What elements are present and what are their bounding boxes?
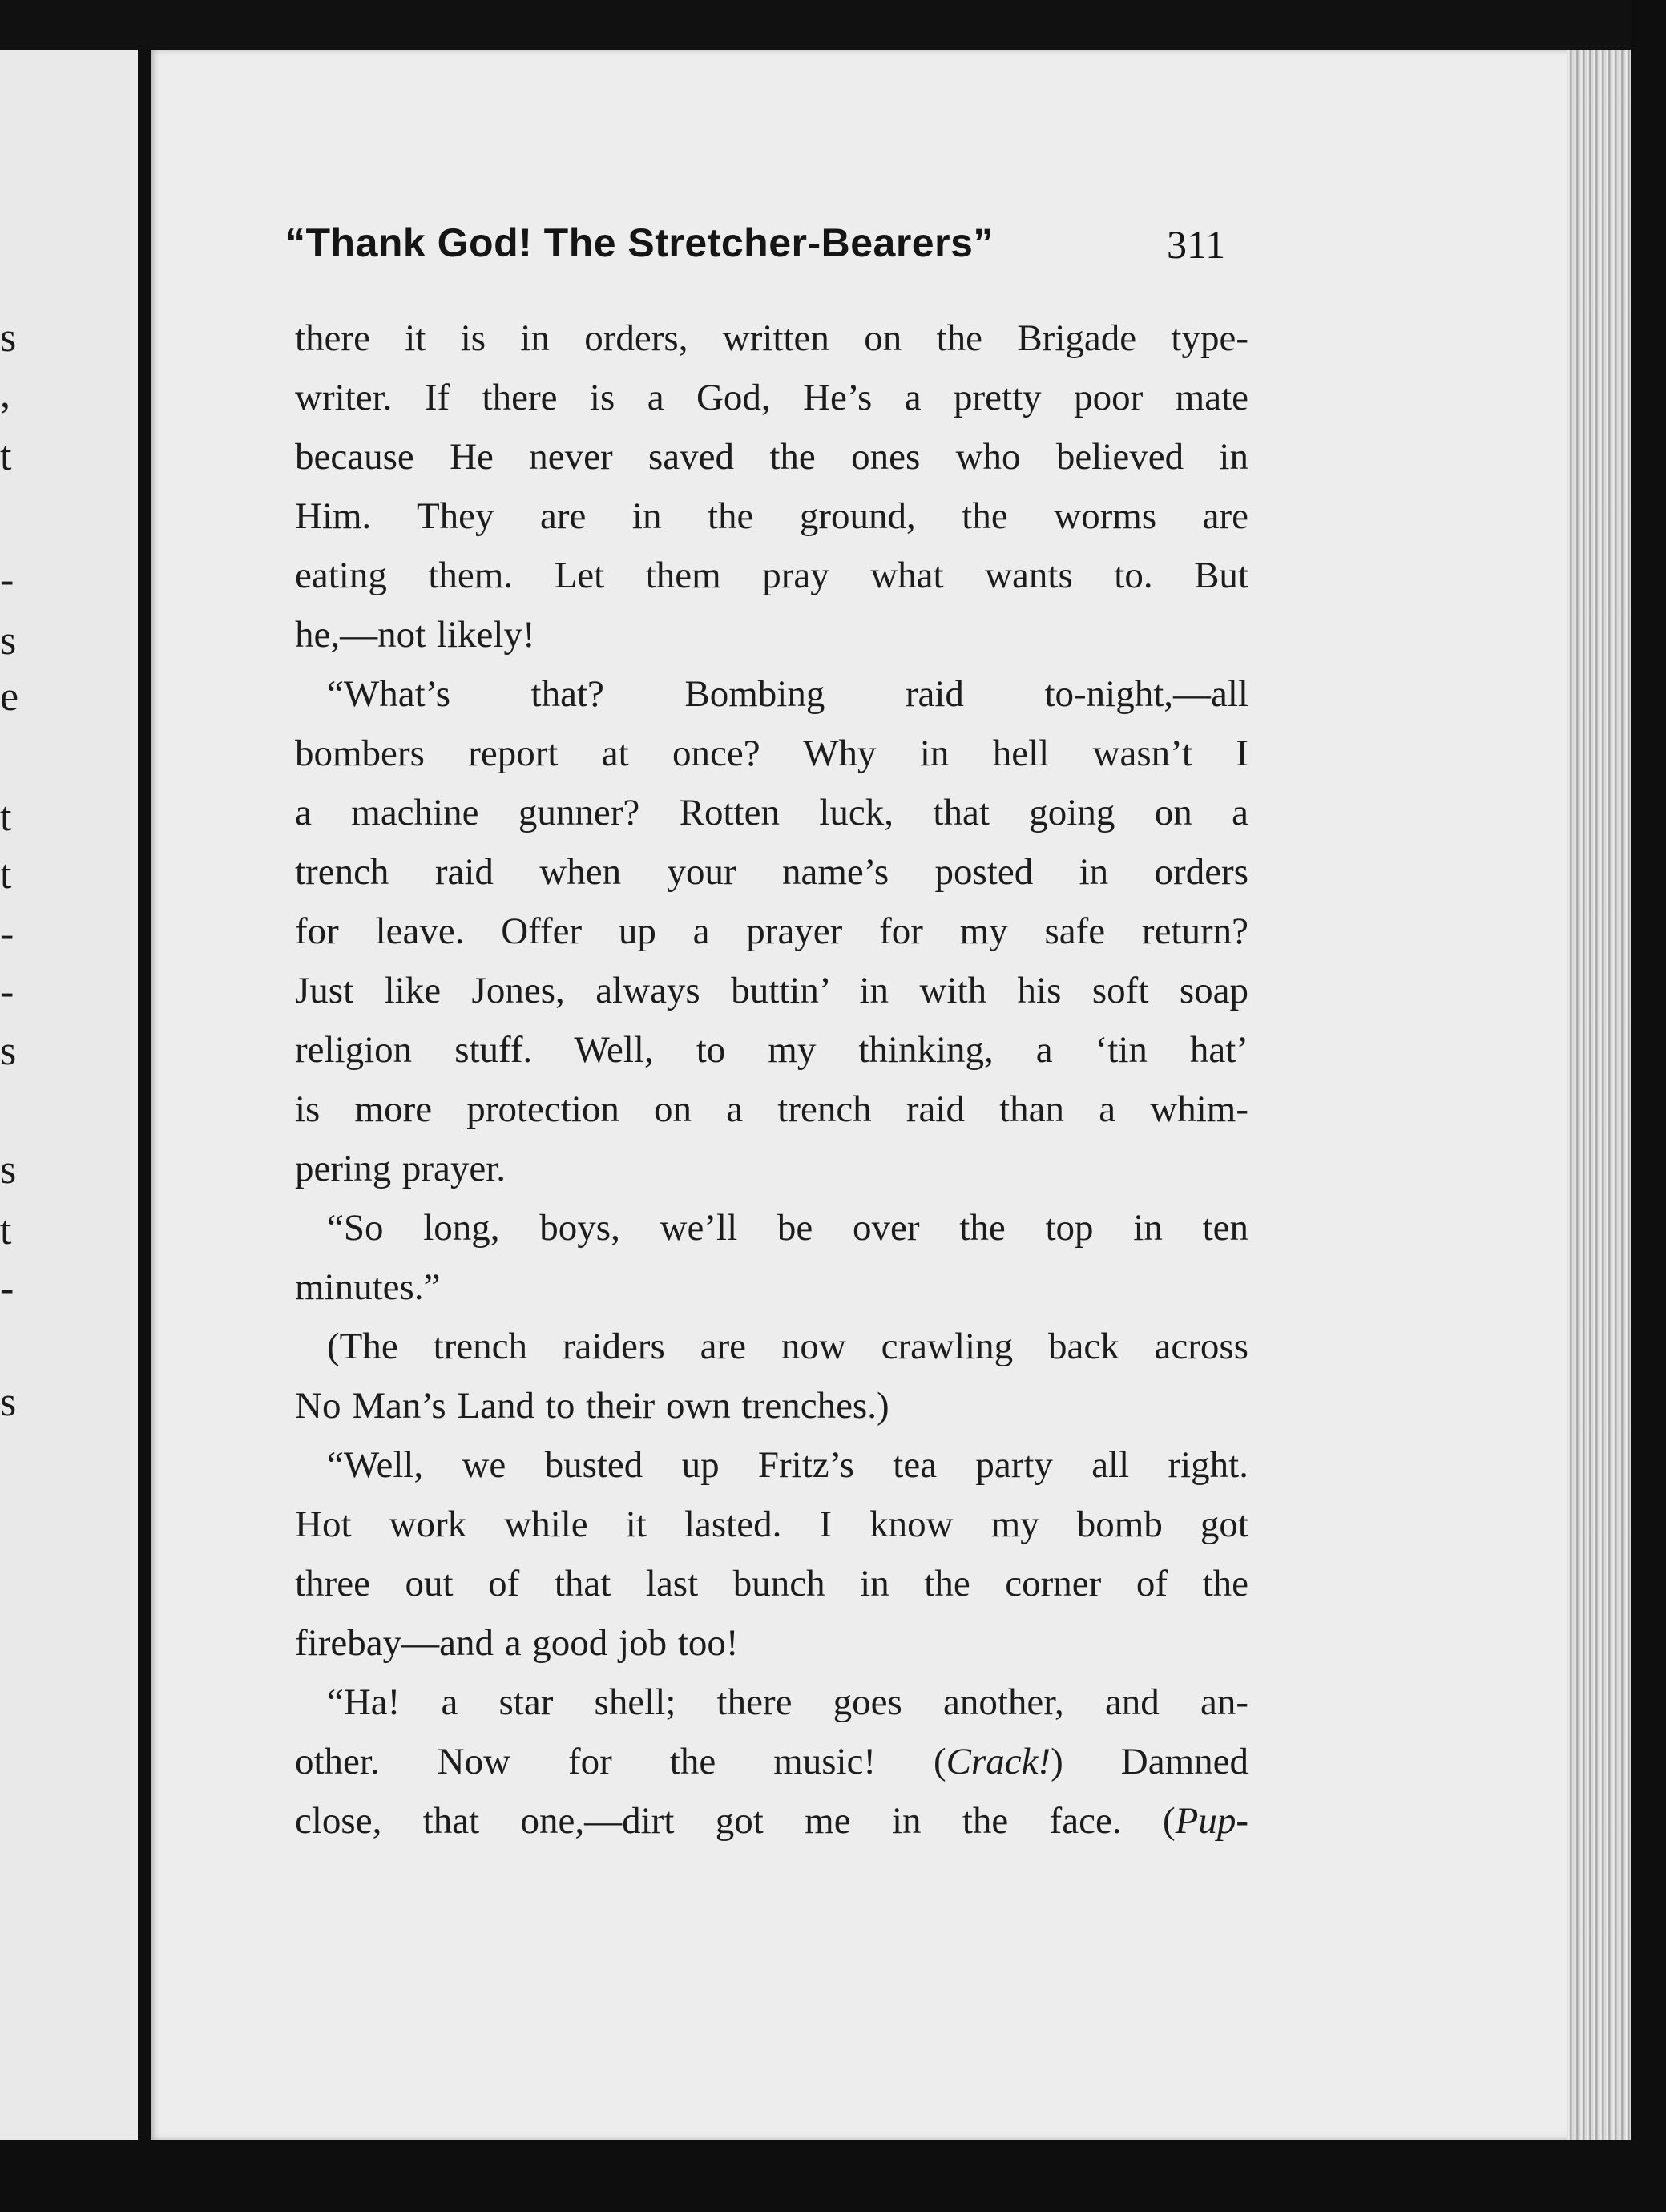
text-line: eating them. Let them pray what wants to. But [295, 555, 1248, 596]
page-edges [1567, 50, 1631, 2140]
text-line: minutes.” [295, 1266, 441, 1308]
text-line: Hot work while it lasted. I know my bomb got [295, 1504, 1248, 1545]
text-line: bombers report at once? Why in hell wasn’t I [295, 733, 1248, 774]
text-line: “So long, boys, we’ll be over the top in ten [327, 1207, 1248, 1249]
text-line: writer. If there is a God, He’s a pretty poor mate [295, 377, 1248, 418]
text-line: “What’s that? Bombing raid to-night,—all [327, 673, 1248, 715]
bottom-border [0, 2140, 1666, 2212]
fragment: , [0, 371, 10, 417]
fragment: - [0, 911, 14, 957]
page-number: 311 [1167, 222, 1226, 267]
text-line: because He never saved the ones who believed in [295, 436, 1248, 478]
text-line: No Man’s Land to their own trenches.) [295, 1385, 889, 1427]
text-line [295, 1738, 1248, 1786]
text-line: there it is in orders, written on the Brigade type- [295, 317, 1248, 359]
previous-page-sliver [0, 50, 143, 2140]
fragment: s [0, 1028, 17, 1074]
text-line: trench raid when your name’s posted in orders [295, 851, 1248, 893]
italic-text: Crack! [946, 1741, 1051, 1782]
text-span: other. Now for the music! ( [295, 1741, 946, 1782]
fragment: - [0, 557, 14, 603]
text-line: a machine gunner? Rotten luck, that going on a [295, 792, 1248, 834]
text-line: Him. They are in the ground, the worms are [295, 495, 1248, 537]
text-line: for leave. Offer up a prayer for my safe return? [295, 910, 1248, 952]
text-line: firebay—and a good job too! [295, 1622, 739, 1664]
text-line: he,—not likely! [295, 614, 535, 656]
text-line: “Ha! a star shell; there goes another, and an- [327, 1681, 1248, 1723]
text-line: three out of that last bunch in the corner of the [295, 1563, 1248, 1605]
text-line: “Well, we busted up Fritz’s tea party all right. [327, 1444, 1248, 1486]
fragment: t [0, 434, 12, 479]
italic-text: Pup- [1175, 1800, 1248, 1842]
text-line: pering prayer. [295, 1148, 506, 1189]
text-span: ) Damned [1051, 1741, 1248, 1782]
fragment: - [0, 1265, 14, 1311]
running-head [285, 220, 1247, 284]
top-border [0, 0, 1666, 56]
text-line: religion stuff. Well, to my thinking, a ‘tin hat’ [295, 1029, 1248, 1071]
text-span: close, that one,—dirt got me in the face. ( [295, 1800, 1176, 1842]
text-line: Just like Jones, always buttin’ in with his soft soap [295, 970, 1248, 1011]
text-line: is more protection on a trench raid than a whim- [295, 1088, 1248, 1130]
fragment: t [0, 852, 12, 898]
fragment: s [0, 1379, 17, 1425]
text-line [295, 1797, 1248, 1845]
fragment: t [0, 794, 12, 840]
fragment: t [0, 1208, 12, 1253]
fragment: s [0, 1147, 17, 1193]
text-line: (The trench raiders are now crawling back across [327, 1326, 1248, 1367]
fragment: s [0, 315, 17, 361]
running-head-title: “Thank God! The Stretcher-Bearers” [285, 220, 994, 265]
fragment: e [0, 674, 19, 720]
right-border [1631, 0, 1666, 2212]
fragment: s [0, 618, 17, 664]
fragment: - [0, 969, 14, 1015]
